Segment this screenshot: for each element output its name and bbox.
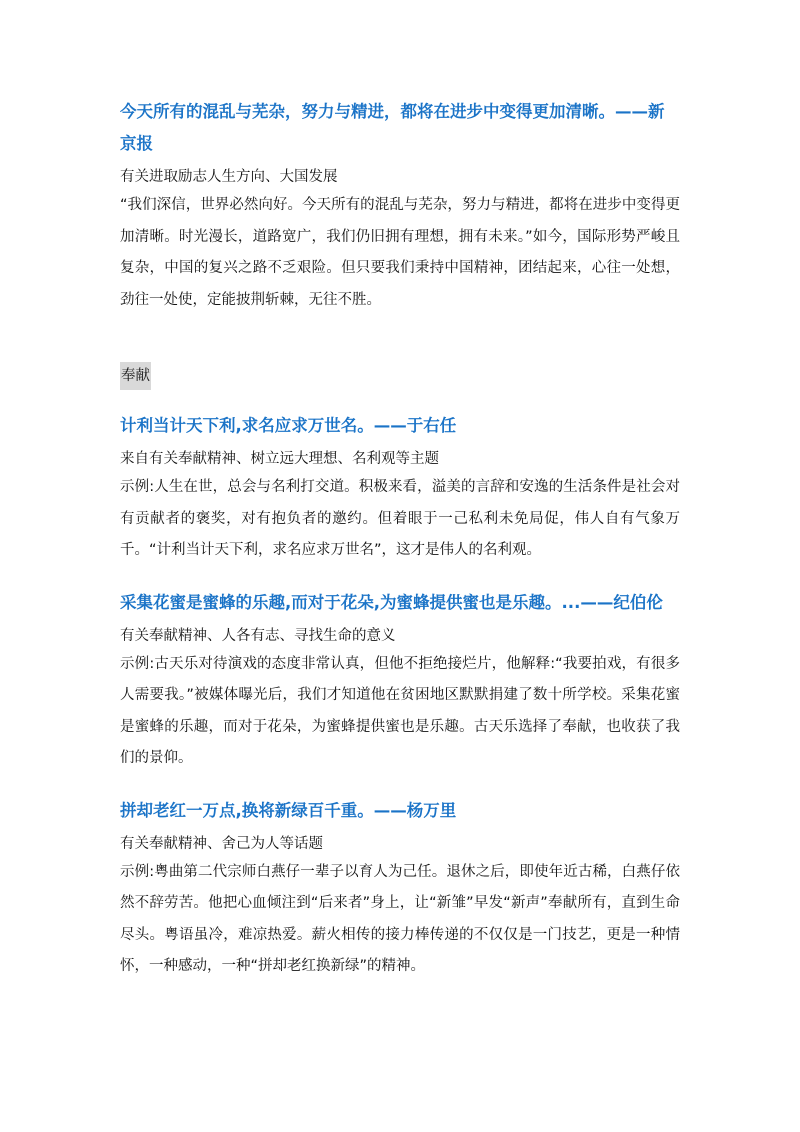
example-paragraph: 示例:粤曲第二代宗师白燕仔一辈子以育人为己任。退休之后，即使年近古稀，白燕仔依然不辞劳苦。他把心血倾注到“后来者”身上，让“新雏”早发“新声”奉献所有，直到生命尽头。粤语虽冷，难凉热爱。薪火相传的接力棒传递的不仅仅是一门技艺，更是一种情怀，一种感动，一种“拼却老红换新绿”的精神。 xyxy=(120,863,680,974)
example-paragraph: 示例:人生在世，总会与名利打交道。积极来看，溢美的言辞和安逸的生活条件是社会对有贡献者的褒奖，对有抱负者的邀约。但着眼于一己私利未免局促，伟人自有气象万千。“计利当计天下利，求名应求万世名”，这才是伟人的名利观。 xyxy=(120,479,680,558)
section-heading xyxy=(120,362,680,390)
quote-title: 计利当计天下利,求名应求万世名。——于右任 xyxy=(120,416,457,435)
entry-progress xyxy=(120,96,680,316)
entry-red-green xyxy=(120,795,680,983)
topic-line: 有关奉献精神、人各有志、寻找生命的意义 xyxy=(120,627,396,644)
topic-line: 有关进取励志人生方向、大国发展 xyxy=(120,169,338,185)
example-paragraph: “我们深信，世界必然向好。今天所有的混乱与芜杂，努力与精进，都将在进步中变得更加清晰。时光漫长，道路宽广，我们仍旧拥有理想，拥有未来。”如今，国际形势严峻且复杂，中国的复兴之路不乏艰险。但只要我们秉持中国精神，团结起来，心往一处想，劲往一处使，定能披荆斩棘，无往不胜。 xyxy=(120,197,680,308)
document-page xyxy=(120,96,680,983)
example-paragraph: 示例:古天乐对待演戏的态度非常认真，但他不拒绝接烂片，他解释:“我要拍戏，有很多人需要我。”被媒体曝光后，我们才知道他在贫困地区默默捐建了数十所学校。采集花蜜是蜜蜂的乐趣，而对于花朵，为蜜蜂提供蜜也是乐趣。古天乐选择了奉献，也收获了我们的景仰。 xyxy=(120,655,680,766)
entry-fame xyxy=(120,410,680,567)
quote-title: 今天所有的混乱与芜杂，努力与精进，都将在进步中变得更加清晰。——新京报 xyxy=(120,102,665,153)
topic-line: 有关奉献精神、舍己为人等话题 xyxy=(120,835,323,852)
quote-title: 拼却老红一万点,换将新绿百千重。——杨万里 xyxy=(120,800,457,820)
section-label: 奉献 xyxy=(120,362,151,390)
entry-bees xyxy=(120,587,680,775)
quote-title: 采集花蜜是蜜蜂的乐趣,而对于花朵,为蜜蜂提供蜜也是乐趣。...——纪伯伦 xyxy=(120,592,663,612)
topic-line: 来自有关奉献精神、树立远大理想、名利观等主题 xyxy=(120,451,439,467)
